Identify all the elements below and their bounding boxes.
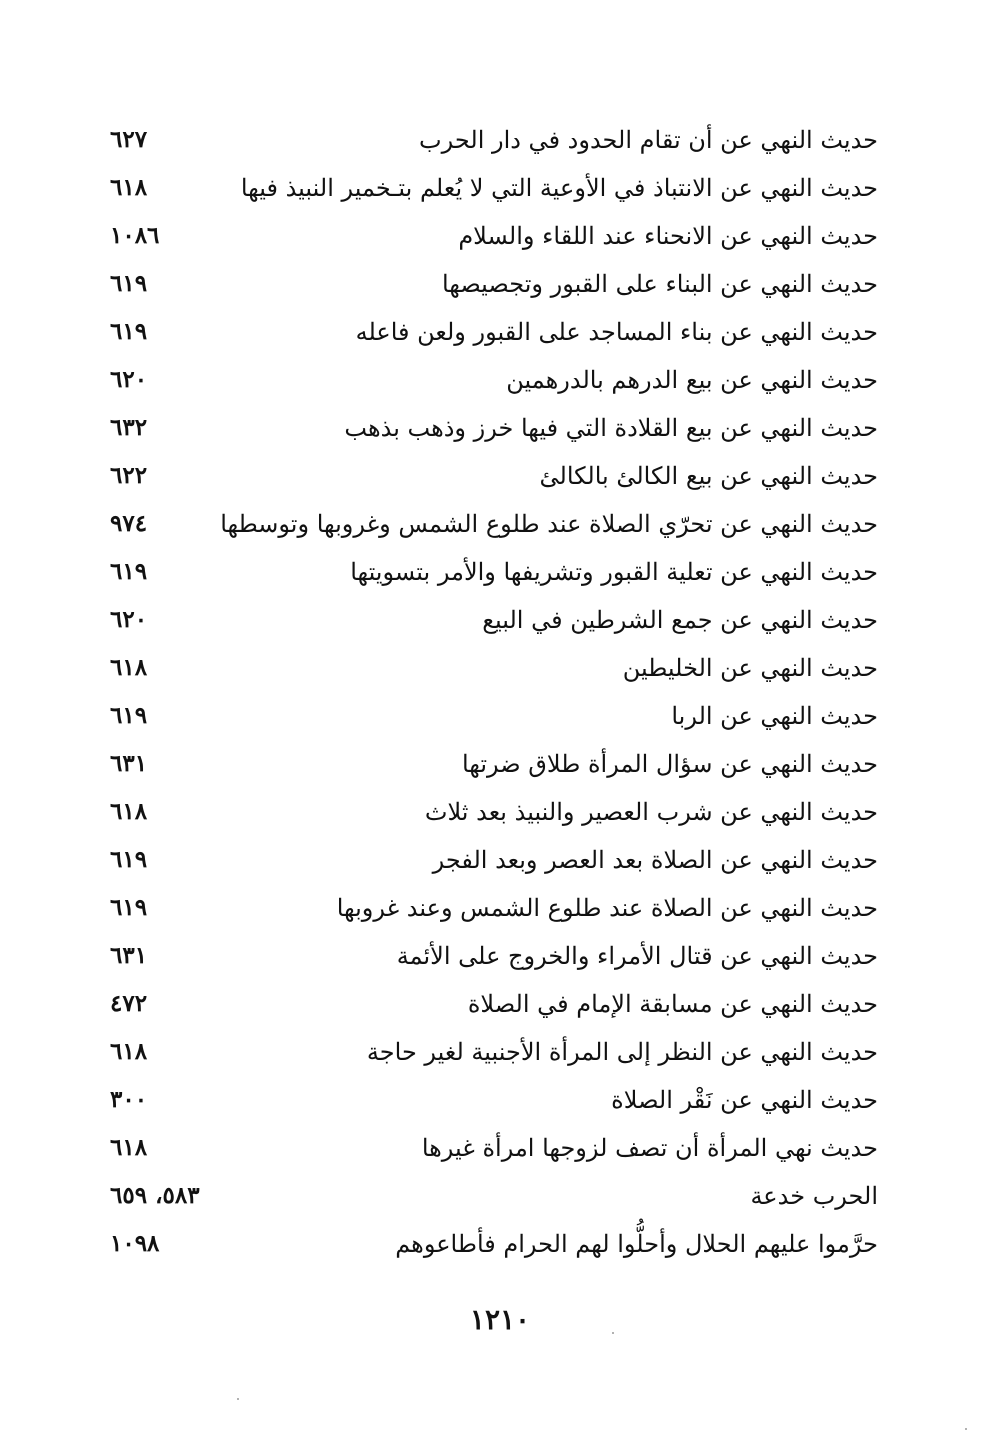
index-entry bbox=[110, 598, 878, 646]
entry-title: الحرب خدعة bbox=[750, 1182, 878, 1210]
entry-title: حديث النهي عن الصلاة عند طلوع الشمس وعند غروبها bbox=[336, 894, 878, 922]
entry-title: حديث النهي عن النظر إلى المرأة الأجنبية لغير حاجة bbox=[366, 1038, 878, 1066]
entry-page-numbers: ٦١٨ bbox=[110, 1134, 148, 1161]
entry-title: حديث النهي عن البناء على القبور وتجصيصها bbox=[441, 270, 878, 298]
index-entry bbox=[110, 406, 878, 454]
entry-page-numbers: ٦١٨ bbox=[110, 174, 148, 201]
entry-page-numbers: ٦١٩ bbox=[110, 318, 148, 345]
index-entry bbox=[110, 934, 878, 982]
entry-title: حديث النهي عن أن تقام الحدود في دار الحرب bbox=[419, 126, 878, 154]
entry-page-numbers: ٦١٩ bbox=[110, 702, 148, 729]
index-entry bbox=[110, 118, 878, 166]
index-entry bbox=[110, 214, 878, 262]
entry-title: حديث النهي عن الانحناء عند اللقاء والسلام bbox=[458, 222, 878, 250]
index-entry bbox=[110, 1174, 878, 1222]
entry-title: حديث النهي عن جمع الشرطين في البيع bbox=[482, 606, 878, 634]
index-entry bbox=[110, 790, 878, 838]
index-entry bbox=[110, 310, 878, 358]
entry-page-numbers: ٦٢٠ bbox=[110, 606, 148, 633]
scan-speck bbox=[612, 1332, 614, 1334]
entry-title: حديث النهي عن تحرّي الصلاة عند طلوع الشمس وغروبها وتوسطها bbox=[220, 510, 878, 538]
entry-page-numbers: ٦٣١ bbox=[110, 750, 148, 777]
entry-page-numbers: ٦٣١ bbox=[110, 942, 148, 969]
index-entry bbox=[110, 982, 878, 1030]
entry-page-numbers: ١٠٩٨ bbox=[110, 1230, 160, 1257]
index-entry bbox=[110, 262, 878, 310]
index-entry bbox=[110, 166, 878, 214]
entry-page-numbers: ٦١٩ bbox=[110, 894, 148, 921]
index-entry bbox=[110, 502, 878, 550]
index-entry bbox=[110, 1078, 878, 1126]
index-entry bbox=[110, 886, 878, 934]
entry-title: حديث النهي عن شرب العصير والنبيذ بعد ثلاث bbox=[424, 798, 878, 826]
entry-page-numbers: ٦١٩ bbox=[110, 558, 148, 585]
entry-page-numbers: ١٠٨٦ bbox=[110, 222, 160, 249]
entry-title: حديث النهي عن الانتباذ في الأوعية التي لا يُعلم بتـخمير النبيذ فيها bbox=[240, 174, 878, 202]
entry-page-numbers: ٥٨٣، ٦٥٩ bbox=[110, 1182, 200, 1209]
entry-title: حرَّموا عليهم الحلال وأحلُّوا لهم الحرام فأطاعوهم bbox=[395, 1230, 878, 1258]
entry-title: حديث النهي عن بيع الكالئ بالكالئ bbox=[539, 462, 878, 490]
entry-page-numbers: ٦٢٠ bbox=[110, 366, 148, 393]
entry-page-numbers: ٦١٩ bbox=[110, 270, 148, 297]
entry-page-numbers: ٤٧٢ bbox=[110, 990, 148, 1017]
entry-title: حديث النهي عن الربا bbox=[671, 702, 878, 730]
index-entry bbox=[110, 742, 878, 790]
entry-title: حديث النهي عن بناء المساجد على القبور ولعن فاعله bbox=[355, 318, 878, 346]
index-entry bbox=[110, 694, 878, 742]
entry-title: حديث النهي عن سؤال المرأة طلاق ضرتها bbox=[461, 750, 878, 778]
entry-title: حديث النهي عن قتال الأمراء والخروج على الأئمة bbox=[396, 942, 878, 970]
entry-page-numbers: ٣٠٠ bbox=[110, 1086, 148, 1113]
entry-title: حديث النهي عن بيع القلادة التي فيها خرز وذهب بذهب bbox=[344, 414, 878, 442]
entry-title: حديث النهي عن الصلاة بعد العصر وبعد الفجر bbox=[432, 846, 878, 874]
entry-page-numbers: ٩٧٤ bbox=[110, 510, 148, 537]
entry-title: حديث النهي عن بيع الدرهم بالدرهمين bbox=[506, 366, 878, 394]
entry-page-numbers: ٦٣٢ bbox=[110, 414, 148, 441]
scan-speck bbox=[237, 1398, 239, 1400]
page-number: ١٢١٠ bbox=[469, 1303, 531, 1336]
entry-title: حديث النهي عن مسابقة الإمام في الصلاة bbox=[467, 990, 878, 1018]
entry-title: حديث النهي عن الخليطين bbox=[622, 654, 878, 682]
scan-speck bbox=[965, 1428, 967, 1430]
entry-page-numbers: ٦٢٢ bbox=[110, 462, 148, 489]
index-entry bbox=[110, 1126, 878, 1174]
entry-page-numbers: ٦١٨ bbox=[110, 654, 148, 681]
entry-page-numbers: ٦١٨ bbox=[110, 798, 148, 825]
index-entry bbox=[110, 454, 878, 502]
index-entry bbox=[110, 838, 878, 886]
entry-title: حديث النهي عن تعلية القبور وتشريفها والأمر بتسويتها bbox=[350, 558, 878, 586]
index-entry bbox=[110, 1222, 878, 1270]
entry-title: حديث النهي عن نَقْر الصلاة bbox=[611, 1086, 878, 1114]
index-entry bbox=[110, 550, 878, 598]
entry-page-numbers: ٦١٨ bbox=[110, 1038, 148, 1065]
entry-page-numbers: ٦٢٧ bbox=[110, 126, 148, 153]
index-entry bbox=[110, 358, 878, 406]
entry-title: حديث نهي المرأة أن تصف لزوجها امرأة غيرها bbox=[421, 1134, 878, 1162]
entry-page-numbers: ٦١٩ bbox=[110, 846, 148, 873]
index-entry bbox=[110, 646, 878, 694]
index-list bbox=[110, 118, 878, 1270]
index-entry bbox=[110, 1030, 878, 1078]
